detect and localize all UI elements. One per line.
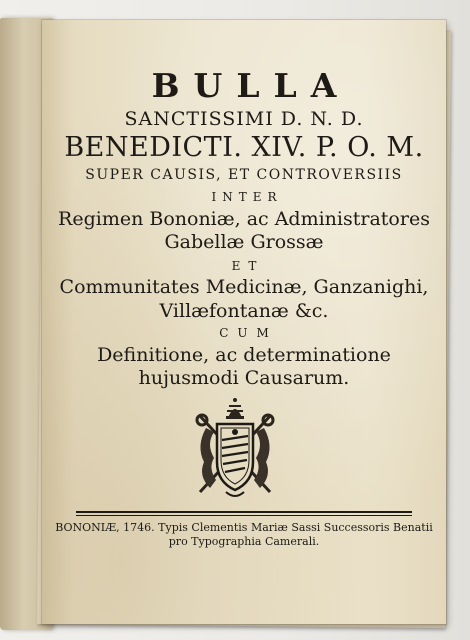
line-regimen: Regimen Bononiæ, ac Administratores: [58, 208, 430, 230]
word-et: ET: [231, 259, 265, 273]
line-villaefontanae: Villæfontanæ &c.: [159, 300, 329, 322]
imprint-line-1: BONONIÆ, 1746. Typis Clementis Mariæ Sassi Successoris Benatii: [55, 521, 433, 534]
title-page: [42, 20, 446, 624]
page-title: BULLA: [151, 66, 351, 105]
line-communitates: Communitates Medicinæ, Ganzanighi,: [59, 276, 429, 298]
divider-rule-thin: [76, 515, 412, 516]
word-inter: INTER: [211, 190, 283, 204]
subtitle-super-causis: SUPER CAUSIS, ET CONTROVERSIIS: [85, 167, 403, 183]
imprint-line-2: pro Typographia Camerali.: [168, 535, 320, 548]
subtitle-sanctissimi: SANCTISSIMI D. N. D.: [124, 108, 364, 130]
divider-rule-thick: [76, 511, 412, 513]
subtitle-benedicti: BENEDICTI. XIV. P. O. M.: [64, 132, 424, 163]
word-cum: CUM: [219, 326, 278, 340]
papal-coat-of-arms-icon: [192, 396, 278, 500]
line-definitione: Definitione, ac determinatione: [97, 344, 391, 366]
line-gabellae: Gabellæ Grossæ: [164, 231, 324, 253]
line-hujusmodi: hujusmodi Causarum.: [138, 367, 350, 389]
